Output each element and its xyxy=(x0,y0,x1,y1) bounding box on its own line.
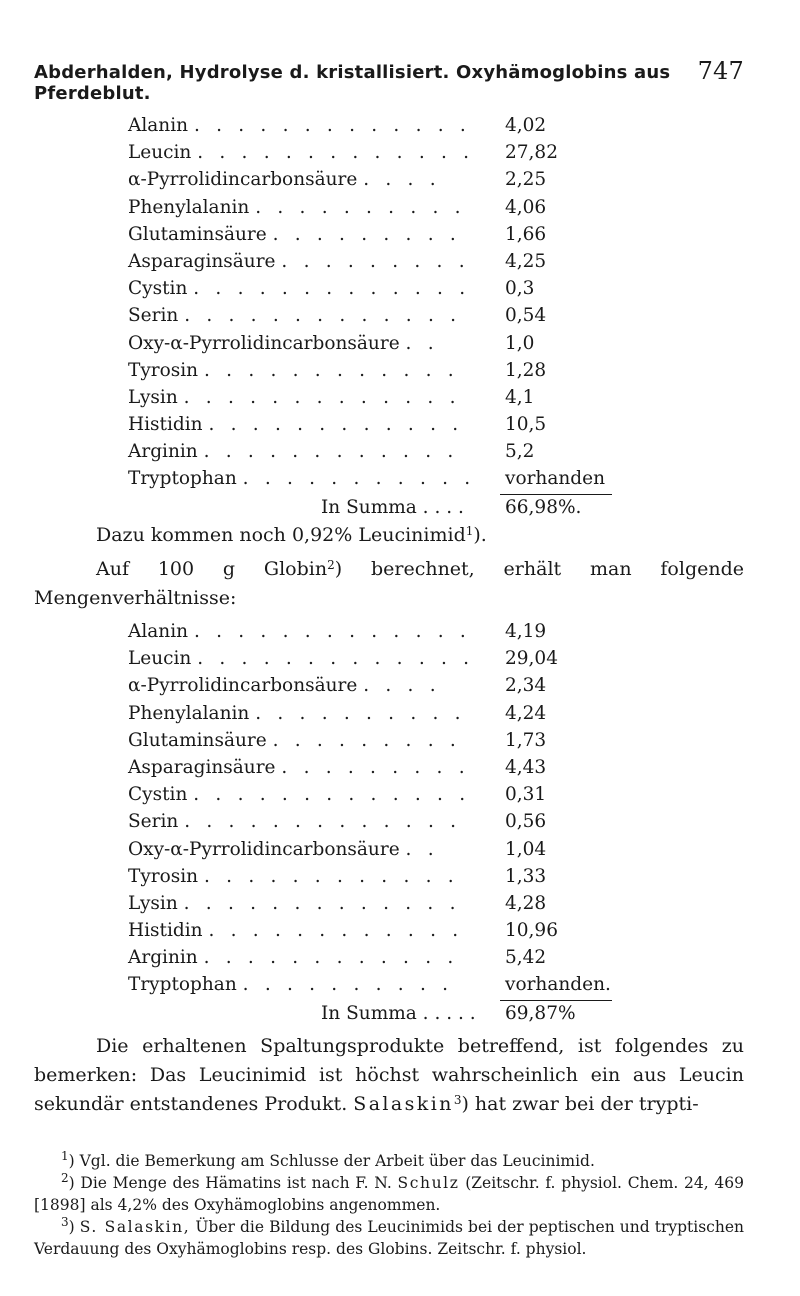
percent-value: 1,73 xyxy=(505,729,547,751)
percent-value: 10,5 xyxy=(505,414,547,436)
compound-name: Tryptophan xyxy=(128,974,237,996)
compound-name: Glutaminsäure xyxy=(128,223,267,245)
leader-dots: . . . . . . . . . . . . . xyxy=(197,648,475,670)
compound-name: Tryptophan xyxy=(128,468,237,490)
para2-text-end: ) berechnet, erhält man folgende Mengenverhältnisse: xyxy=(34,558,744,609)
leader-dots: . . . . . . . . . . . . . xyxy=(183,892,461,914)
leucinimid-note xyxy=(96,521,746,550)
leader-dots: . . . . . . . . . . . . xyxy=(203,441,459,463)
compound-name: α-Pyrrolidincarbonsäure xyxy=(128,169,358,191)
compound-name: Asparaginsäure xyxy=(128,250,276,272)
leader-dots: . . . . . . . . . xyxy=(281,250,470,272)
sum-row xyxy=(128,999,668,1029)
compound-name: Histidin xyxy=(128,414,203,436)
para1-text-end: ). xyxy=(473,524,487,546)
leader-dots: . . . . . . . . . . xyxy=(255,702,466,724)
percent-value: 10,96 xyxy=(505,920,558,942)
leader-dots: . . . . . . . . . xyxy=(281,756,470,778)
compound-name: Arginin xyxy=(128,947,198,969)
percent-value: 4,19 xyxy=(505,621,547,642)
leader-dots: . . . . . . . . . . . . . xyxy=(193,115,471,136)
compound-name: Alanin xyxy=(128,621,189,642)
amino-acid-table-1 xyxy=(128,112,668,523)
compound-name: Lysin xyxy=(128,892,178,914)
table-row xyxy=(128,917,668,944)
percent-value: 2,34 xyxy=(505,675,547,697)
leader-dots: . . xyxy=(405,332,439,354)
para3-text-end: ) hat zwar bei der trypti- xyxy=(461,1093,699,1115)
sum-value: 66,98%. xyxy=(505,496,582,518)
header-title: Abderhalden, Hydrolyse d. kristallisiert. Oxyhämoglobins aus Pferdeblut. xyxy=(34,62,671,104)
footnote-3 xyxy=(34,1216,744,1260)
table-row xyxy=(128,221,668,248)
leader-dots: . . . . . . . . . . . . xyxy=(204,865,459,887)
compound-name: Tyrosin xyxy=(128,359,199,381)
table-row xyxy=(128,808,668,835)
percent-value: 0,54 xyxy=(505,305,547,327)
footnote-mark-1: 1 xyxy=(61,1149,69,1163)
footnote-3-text-a: ) xyxy=(68,1218,80,1236)
footnote-ref-2: 2 xyxy=(327,558,335,572)
footnote-ref-1: 1 xyxy=(465,524,474,538)
compound-name: Leucin xyxy=(128,648,192,670)
table-row xyxy=(128,863,668,890)
percent-value: 4,43 xyxy=(505,756,547,778)
footnote-2 xyxy=(34,1172,744,1216)
footnote-2-author: Schulz xyxy=(397,1174,460,1192)
percent-value: 0,31 xyxy=(505,784,547,806)
table-row xyxy=(128,112,668,139)
leader-dots: . . . . . . . . . . xyxy=(255,196,466,218)
percent-value: 2,25 xyxy=(505,169,547,191)
leader-dots: . . . . . . . . . . . . xyxy=(208,920,464,942)
page-number: 747 xyxy=(697,57,744,85)
table-row xyxy=(128,700,668,727)
table-row xyxy=(128,672,668,699)
compound-name: Serin xyxy=(128,811,179,833)
compound-name: Tyrosin xyxy=(128,865,199,887)
percent-value: 1,28 xyxy=(505,359,547,381)
sum-label: In Summa . . . . xyxy=(321,496,464,518)
compound-name: Glutaminsäure xyxy=(128,729,267,751)
compound-name: Cystin xyxy=(128,278,188,300)
amino-acid-table-2 xyxy=(128,618,668,1029)
table-row xyxy=(128,971,668,998)
percent-value: 1,0 xyxy=(505,332,535,354)
percent-value: 4,25 xyxy=(505,250,547,272)
leader-dots: . . . . . . . . . . . . xyxy=(203,947,459,969)
table-row xyxy=(128,944,668,971)
leader-dots: . . . . . . . . . xyxy=(272,729,461,751)
compound-name: Oxy-α-Pyrrolidincarbonsäure xyxy=(128,332,400,354)
leader-dots: . . . . . . . . . . . . xyxy=(208,414,464,436)
para3-text: Die erhaltenen Spaltungsprodukte betreffend, ist folgendes zu bemerken: Das Leucinimid ist höchst wahrscheinlich ein aus Leucin sekundär entstandenes Produkt. xyxy=(34,1035,744,1115)
compound-name: Lysin xyxy=(128,386,178,408)
table-row xyxy=(128,166,668,193)
percent-value: 1,66 xyxy=(505,223,547,245)
leader-dots: . . . . . . . . . . . . . xyxy=(184,811,462,833)
table-row xyxy=(128,248,668,275)
leader-dots: . . . . . . . . . . . . . xyxy=(193,278,471,300)
table-row xyxy=(128,194,668,221)
table-row xyxy=(128,438,668,465)
leader-dots: . . . . . . . . . . xyxy=(242,974,454,996)
para2-text: Auf 100 g Globin xyxy=(96,558,328,580)
footnote-3-text-b: Über die Bildung des Leucinimids bei der peptischen und tryptischen Verdauung des Oxyhämoglobins resp. des Globins. Zeitschr. f. physiol. xyxy=(34,1218,744,1258)
table-row xyxy=(128,836,668,863)
discussion-paragraph xyxy=(34,1032,744,1119)
compound-name: Asparaginsäure xyxy=(128,756,276,778)
footnote-1-text: ) Vgl. die Bemerkung am Schlusse der Arbeit über das Leucinimid. xyxy=(68,1152,595,1170)
percent-value: 4,02 xyxy=(505,115,547,136)
footnote-2-text-b: (Zeitschr. f. physiol. Chem. 24, 469 [1898] als 4,2% des Oxyhämoglobins angenommen. xyxy=(34,1174,745,1214)
table-row xyxy=(128,781,668,808)
percent-value: 4,06 xyxy=(505,196,547,218)
compound-name: α-Pyrrolidincarbonsäure xyxy=(128,675,358,697)
author-salaskin: Salaskin xyxy=(353,1093,454,1115)
table-row xyxy=(128,727,668,754)
table-row xyxy=(128,357,668,384)
footnote-mark-2: 2 xyxy=(61,1171,69,1185)
table-row xyxy=(128,275,668,302)
leader-dots: . . . . . . . . . . . . . xyxy=(193,784,471,806)
percent-value: 0,3 xyxy=(505,278,535,300)
compound-name: Histidin xyxy=(128,920,203,942)
compound-name: Cystin xyxy=(128,784,188,806)
table-row xyxy=(128,139,668,166)
footnotes xyxy=(34,1150,744,1260)
leader-dots: . . xyxy=(405,838,439,860)
percent-value: 1,33 xyxy=(505,865,547,887)
percent-value: 27,82 xyxy=(505,142,558,164)
leader-dots: . . . . xyxy=(363,169,441,191)
sum-label: In Summa . . . . . xyxy=(321,1002,476,1024)
leader-dots: . . . . xyxy=(363,675,441,697)
compound-name: Leucin xyxy=(128,142,192,164)
table-row xyxy=(128,645,668,672)
para1-text: Dazu kommen noch 0,92% Leucinimid xyxy=(96,524,466,546)
table-row xyxy=(128,890,668,917)
percent-value: 0,56 xyxy=(505,811,547,833)
footnote-3-author: S. Salaskin, xyxy=(79,1218,191,1236)
compound-name: Serin xyxy=(128,305,179,327)
sum-row xyxy=(128,493,668,523)
footnote-ref-3: 3 xyxy=(453,1093,462,1107)
table-row xyxy=(128,384,668,411)
compound-name: Oxy-α-Pyrrolidincarbonsäure xyxy=(128,838,400,860)
leader-dots: . . . . . . . . . . . . . xyxy=(197,142,475,164)
percent-value: 4,1 xyxy=(505,386,535,408)
table-row xyxy=(128,302,668,329)
footnote-mark-3: 3 xyxy=(61,1215,69,1229)
leader-dots: . . . . . . . . . . . . . xyxy=(184,305,462,327)
table-row xyxy=(128,465,668,492)
table-row xyxy=(128,411,668,438)
percent-value: vorhanden xyxy=(505,468,605,490)
percent-value: 4,28 xyxy=(505,892,547,914)
leader-dots: . . . . . . . . . . . . . xyxy=(193,621,471,642)
footnote-2-text-a: ) Die Menge des Hämatins ist nach F. N. xyxy=(68,1174,398,1192)
percent-value: 5,42 xyxy=(505,947,547,969)
footnote-1 xyxy=(34,1150,744,1172)
percent-value: 1,04 xyxy=(505,838,547,860)
percent-value: 4,24 xyxy=(505,702,547,724)
table-row xyxy=(128,618,668,645)
leader-dots: . . . . . . . . . . . . xyxy=(204,359,459,381)
percent-value: 5,2 xyxy=(505,441,535,463)
sum-value: 69,87% xyxy=(505,1002,576,1024)
leader-dots: . . . . . . . . . xyxy=(272,223,461,245)
leader-dots: . . . . . . . . . . . . . xyxy=(183,386,461,408)
compound-name: Phenylalanin xyxy=(128,702,250,724)
table-row xyxy=(128,330,668,357)
compound-name: Alanin xyxy=(128,115,189,136)
globin-paragraph xyxy=(34,555,744,613)
running-header xyxy=(34,57,744,104)
compound-name: Arginin xyxy=(128,441,198,463)
percent-value: vorhanden. xyxy=(505,974,611,996)
leader-dots: . . . . . . . . . . . xyxy=(242,468,476,490)
percent-value: 29,04 xyxy=(505,648,558,670)
compound-name: Phenylalanin xyxy=(128,196,250,218)
table-row xyxy=(128,754,668,781)
